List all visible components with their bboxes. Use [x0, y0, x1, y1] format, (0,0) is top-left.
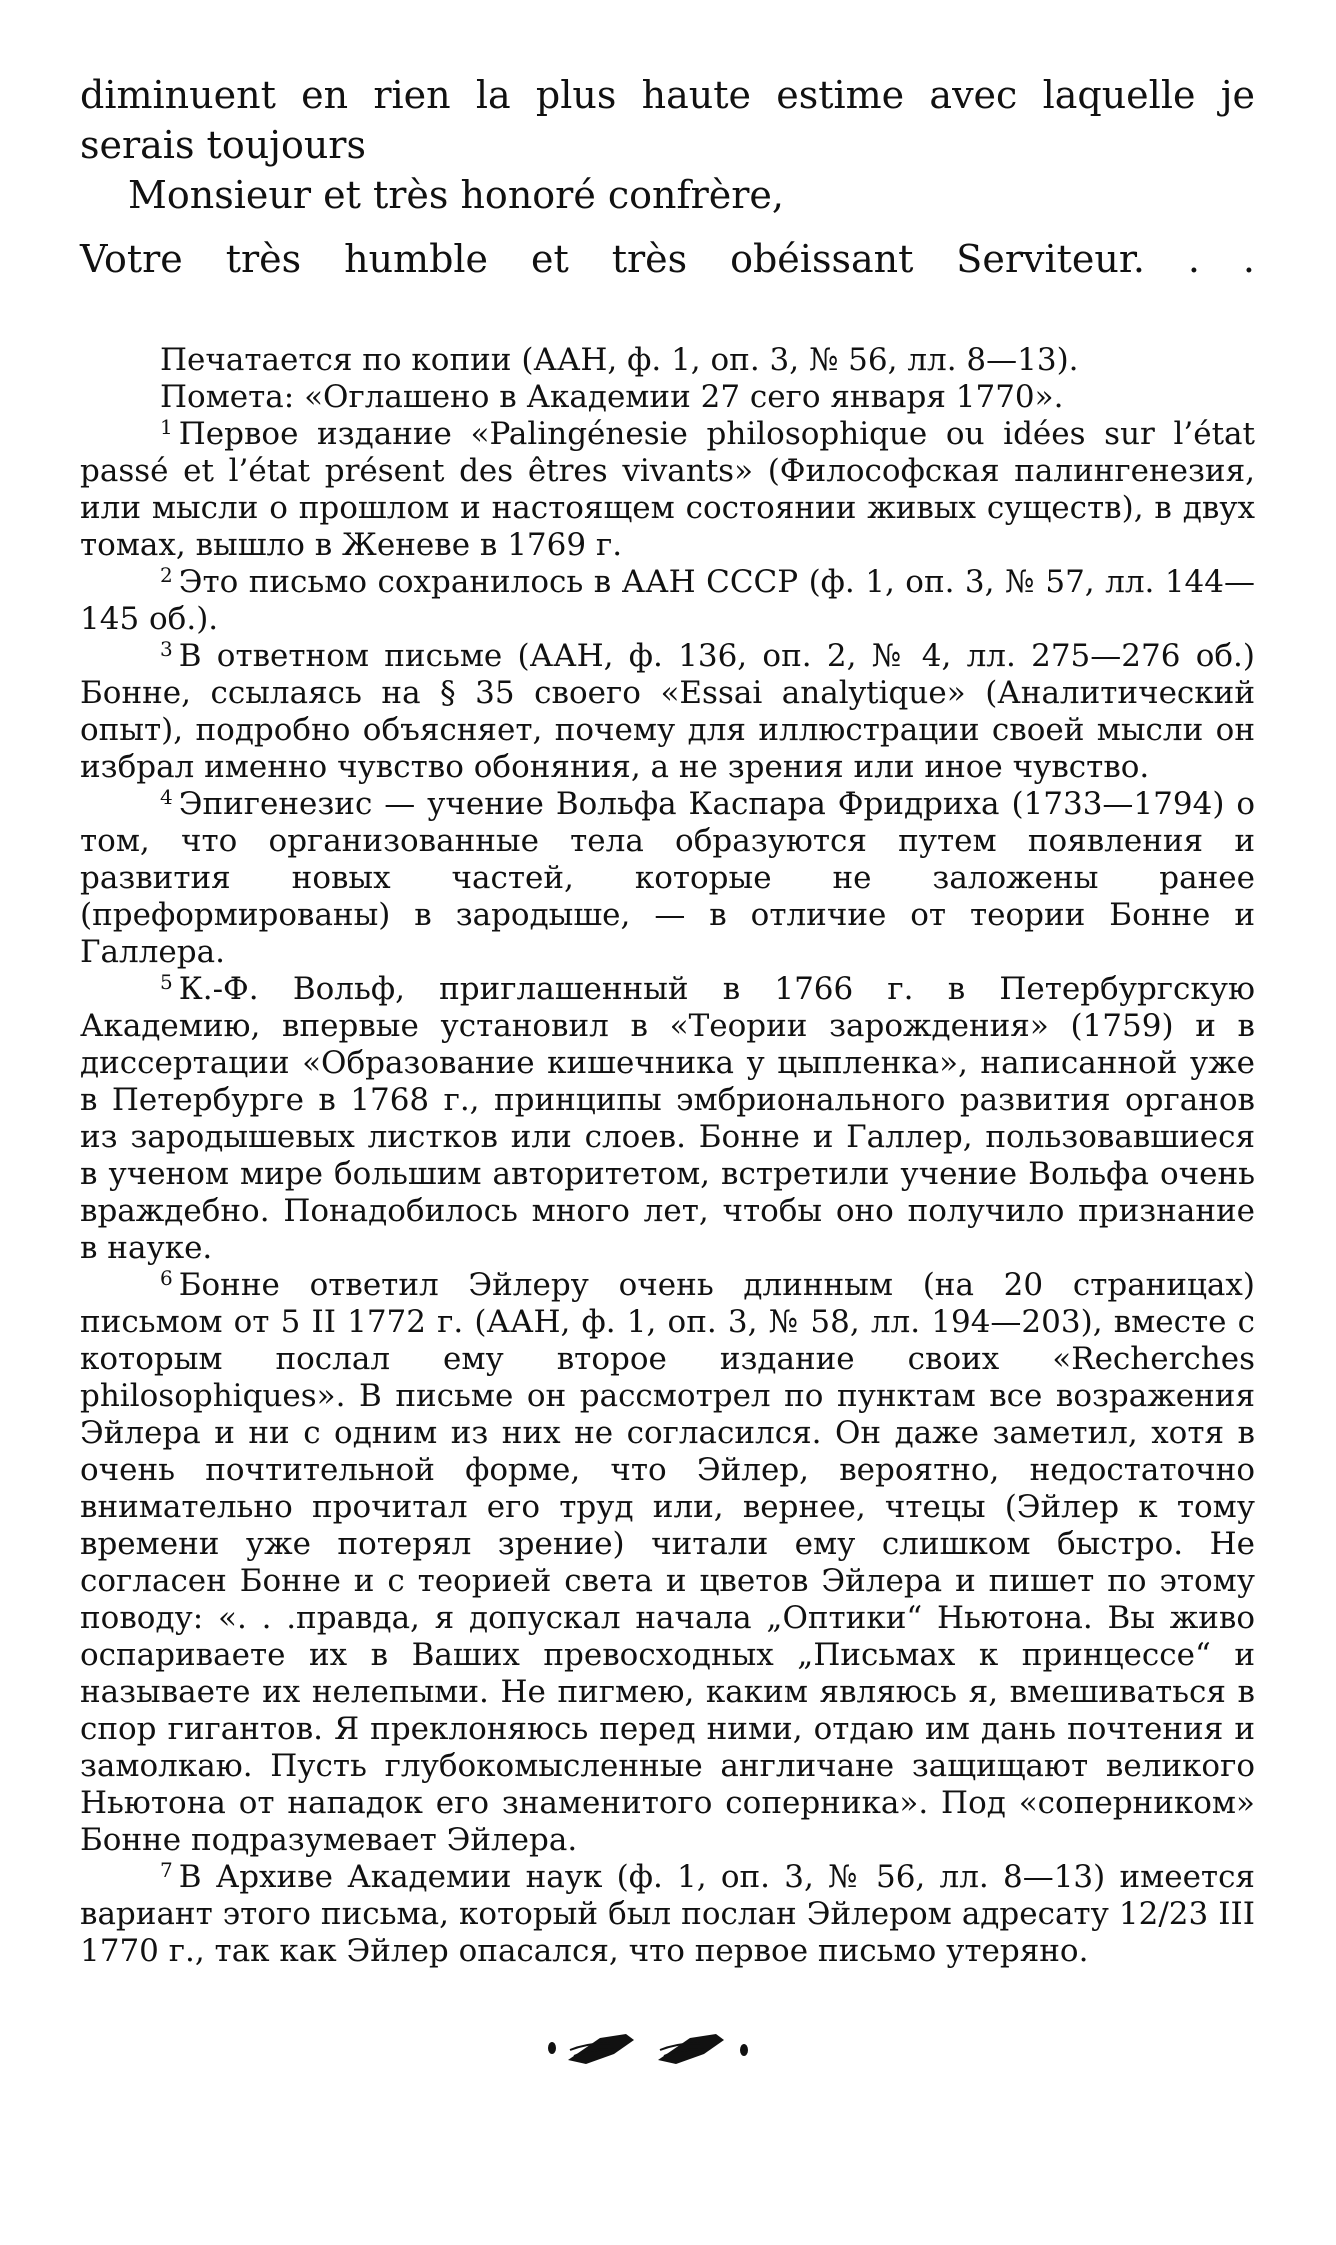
footnote-text: В ответном письме (ААН, ф. 136, оп. 2, № 4, лл. 275—276 об.) Бонне, ссылаясь на § 35 своего «Essai analytique» (Аналитический опыт), подробно объясняет, почему для иллюстрации своей мысли он избрал именно чувство обоняния, а не зрения или иное чувство. [80, 638, 1255, 785]
letter-salutation: Monsieur et très honoré confrère, [128, 173, 784, 217]
footnote-4 [80, 786, 1255, 971]
source-note: Печатается по копии (ААН, ф. 1, оп. 3, № 56, лл. 8—13). [160, 342, 1079, 378]
letter-line-2: serais toujours [80, 123, 366, 167]
footnote-number: 7 [160, 1858, 173, 1882]
footnote-7 [80, 1859, 1255, 1970]
footnote-number: 5 [160, 970, 173, 994]
footnote-text: Эпигенезис — учение Вольфа Каспара Фридриха (1733—1794) о том, что организованные тела образуются путем появления и развития новых частей, которые не заложены ранее (преформированы) в зародыше, — в отличие от теории Бонне и Галлера. [80, 786, 1255, 970]
footnote-number: 1 [160, 415, 173, 439]
footnote-3 [80, 638, 1255, 786]
page-content [80, 70, 1255, 1970]
footnote-text: В Архиве Академии наук (ф. 1, оп. 3, № 56, лл. 8—13) имеется вариант этого письма, который был послан Эйлером адресату 12/23 III 1770 г., так как Эйлер опасался, что первое письмо утеряно. [80, 1859, 1255, 1969]
footnote-text: Первое издание «Palingénesie philosophique ou idées sur l’état passé et l’état présent des êtres vivants» (Философская палингенезия, или мысли о прошлом и настоящем состоянии живых существ), в двух томах, вышло в Женеве в 1769 г. [80, 416, 1255, 563]
annotation-note: Помета: «Оглашено в Академии 27 сего января 1770». [160, 379, 1064, 415]
footnote-1 [80, 416, 1255, 564]
letter-closing [80, 70, 1255, 284]
letter-signature: Votre très humble et très obéissant Serviteur. . . [80, 237, 1255, 281]
footnote-2 [80, 564, 1255, 638]
footnote-text: К.-Ф. Вольф, приглашенный в 1766 г. в Петербургскую Академию, впервые установил в «Теории зарождения» (1759) и в диссертации «Образование кишечника у цыпленка», написанной уже в Петербурге в 1768 г., принципы эмбрионального развития органов из зародышевых листков или слоев. Бонне и Галлер, пользовавшиеся в ученом мире большим авторитетом, встретили учение Вольфа очень враждебно. Понадобилось много лет, чтобы оно получило признание в науке. [80, 971, 1255, 1266]
footnote-number: 2 [160, 563, 173, 587]
printer-ornament-icon [530, 2020, 770, 2080]
footnote-number: 6 [160, 1266, 173, 1290]
editorial-notes [80, 342, 1255, 1970]
footnote-5 [80, 971, 1255, 1267]
letter-line-1: diminuent en rien la plus haute estime avec laquelle je [80, 73, 1255, 117]
footnote-number: 3 [160, 637, 173, 661]
footnote-text: Это письмо сохранилось в ААН СССР (ф. 1, оп. 3, № 57, лл. 144—145 об.). [80, 564, 1255, 637]
footnote-text: Бонне ответил Эйлеру очень длинным (на 20 страницах) письмом от 5 II 1772 г. (ААН, ф. 1, оп. 3, № 58, лл. 194—203), вместе с которым послал ему второе издание своих «Recherches philosophiques». В письме он рассмотрел по пунктам все возражения Эйлера и ни с одним из них не согласился. Он даже заметил, хотя в очень почтительной форме, что Эйлер, вероятно, недостаточно внимательно прочитал его труд или, вернее, чтецы (Эйлер к тому времени уже потерял зрение) читали ему слишком быстро. Не согласен Бонне и с теорией света и цветов Эйлера и пишет по этому поводу: «. . .правда, я допускал начала „Оптики“ Ньютона. Вы живо оспариваете их в Ваших превосходных „Письмах к принцессе“ и называете их нелепыми. Не пигмею, каким являюсь я, вмешиваться в спор гигантов. Я преклоняюсь перед ними, отдаю им дань почтения и замолкаю. Пусть глубокомысленные англичане защищают великого Ньютона от нападок его знаменитого соперника». Под «соперником» Бонне подразумевает Эйлера. [80, 1267, 1255, 1858]
footnote-6 [80, 1267, 1255, 1859]
footnote-number: 4 [160, 785, 173, 809]
